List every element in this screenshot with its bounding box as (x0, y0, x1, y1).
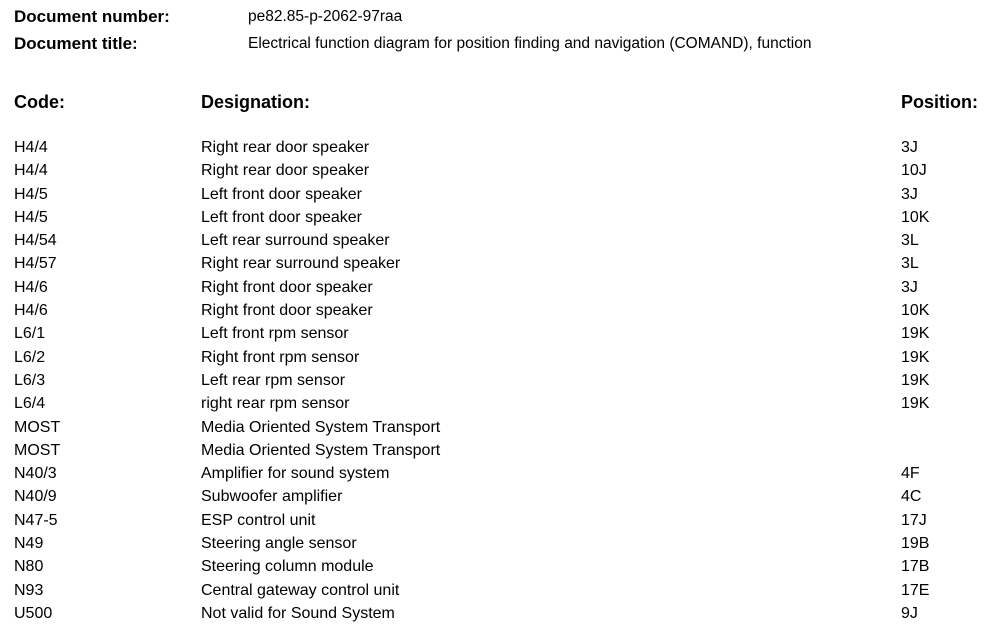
table-row (14, 252, 994, 275)
table-row (14, 369, 994, 392)
cell-designation: Left front door speaker (201, 208, 362, 226)
document-number-value: pe82.85-p-2062-97raa (248, 8, 403, 25)
cell-designation: Right front door speaker (201, 302, 373, 320)
cell-designation: Media Oriented System Transport (201, 441, 441, 459)
cell-designation: ESP control unit (201, 511, 316, 529)
cell-designation: Not valid for Sound System (201, 604, 395, 622)
cell-position: 19K (901, 371, 930, 389)
cell-code: N49 (14, 535, 44, 553)
cell-code: H4/5 (14, 185, 48, 203)
table-row (14, 206, 994, 229)
table-body (14, 136, 994, 625)
cell-position: 19K (901, 325, 930, 343)
cell-designation: right rear rpm sensor (201, 395, 350, 413)
cell-designation: Left front rpm sensor (201, 325, 349, 343)
cell-designation: Subwoofer amplifier (201, 488, 343, 506)
cell-designation: Central gateway control unit (201, 581, 400, 599)
cell-designation: Amplifier for sound system (201, 465, 390, 483)
cell-designation: Steering angle sensor (201, 535, 357, 553)
cell-code: L6/2 (14, 348, 46, 366)
cell-code: H4/5 (14, 208, 48, 226)
cell-position: 3J (901, 185, 918, 203)
table-row (14, 555, 994, 578)
table-row (14, 392, 994, 415)
document-title-row (14, 33, 811, 55)
table-row (14, 579, 994, 602)
cell-position: 17E (901, 581, 930, 599)
cell-code: H4/6 (14, 278, 48, 296)
document-number-row (14, 6, 402, 28)
header-designation: Designation: (201, 92, 311, 112)
cell-position: 17J (901, 511, 927, 529)
cell-position: 19B (901, 535, 930, 553)
cell-code: H4/4 (14, 162, 48, 180)
cell-position: 4C (901, 488, 922, 506)
table-row (14, 439, 994, 462)
cell-designation: Right rear surround speaker (201, 255, 401, 273)
cell-position: 4F (901, 465, 920, 483)
cell-position: 10K (901, 302, 930, 320)
cell-code: U500 (14, 604, 53, 622)
table-row (14, 183, 994, 206)
table-row (14, 136, 994, 159)
table-row (14, 229, 994, 252)
table-header (14, 92, 994, 118)
table-row (14, 462, 994, 485)
cell-position: 3J (901, 139, 918, 156)
table-row (14, 485, 994, 508)
header-position: Position: (901, 92, 978, 112)
cell-position: 10J (901, 162, 927, 180)
table-row (14, 299, 994, 322)
cell-code: H4/6 (14, 302, 48, 320)
cell-code: H4/54 (14, 232, 57, 250)
document-title-label: Document title: (14, 34, 138, 53)
cell-position: 19K (901, 395, 930, 413)
cell-code: L6/1 (14, 325, 46, 343)
table-row (14, 602, 994, 625)
cell-designation: Left rear surround speaker (201, 232, 390, 250)
cell-designation: Right rear door speaker (201, 139, 370, 156)
table-row (14, 159, 994, 182)
cell-position: 3L (901, 255, 919, 273)
table-row (14, 276, 994, 299)
cell-designation: Right rear door speaker (201, 162, 370, 180)
table-row (14, 322, 994, 345)
cell-code: MOST (14, 441, 61, 459)
cell-designation: Media Oriented System Transport (201, 418, 441, 436)
cell-code: N93 (14, 581, 44, 599)
cell-position: 3J (901, 278, 918, 296)
table-row (14, 346, 994, 369)
cell-code: L6/4 (14, 395, 46, 413)
cell-code: L6/3 (14, 371, 46, 389)
cell-code: N40/9 (14, 488, 57, 506)
document-title-value: Electrical function diagram for position finding and navigation (COMAND), function (248, 35, 812, 52)
cell-designation: Right front rpm sensor (201, 348, 360, 366)
cell-code: MOST (14, 418, 61, 436)
cell-code: N80 (14, 558, 44, 576)
table-row (14, 532, 994, 555)
cell-code: N40/3 (14, 465, 57, 483)
cell-position: 10K (901, 208, 930, 226)
cell-code: N47-5 (14, 511, 58, 529)
cell-position: 19K (901, 348, 930, 366)
cell-designation: Left front door speaker (201, 185, 362, 203)
cell-position: 3L (901, 232, 919, 250)
cell-designation: Left rear rpm sensor (201, 371, 346, 389)
cell-code: H4/57 (14, 255, 57, 273)
header-code: Code: (14, 92, 65, 112)
cell-code: H4/4 (14, 139, 48, 156)
cell-designation: Right front door speaker (201, 278, 373, 296)
cell-position: 17B (901, 558, 930, 576)
cell-designation: Steering column module (201, 558, 374, 576)
cell-position: 9J (901, 604, 918, 622)
table-row (14, 509, 994, 532)
document-number-label: Document number: (14, 7, 170, 26)
table-row (14, 416, 994, 439)
